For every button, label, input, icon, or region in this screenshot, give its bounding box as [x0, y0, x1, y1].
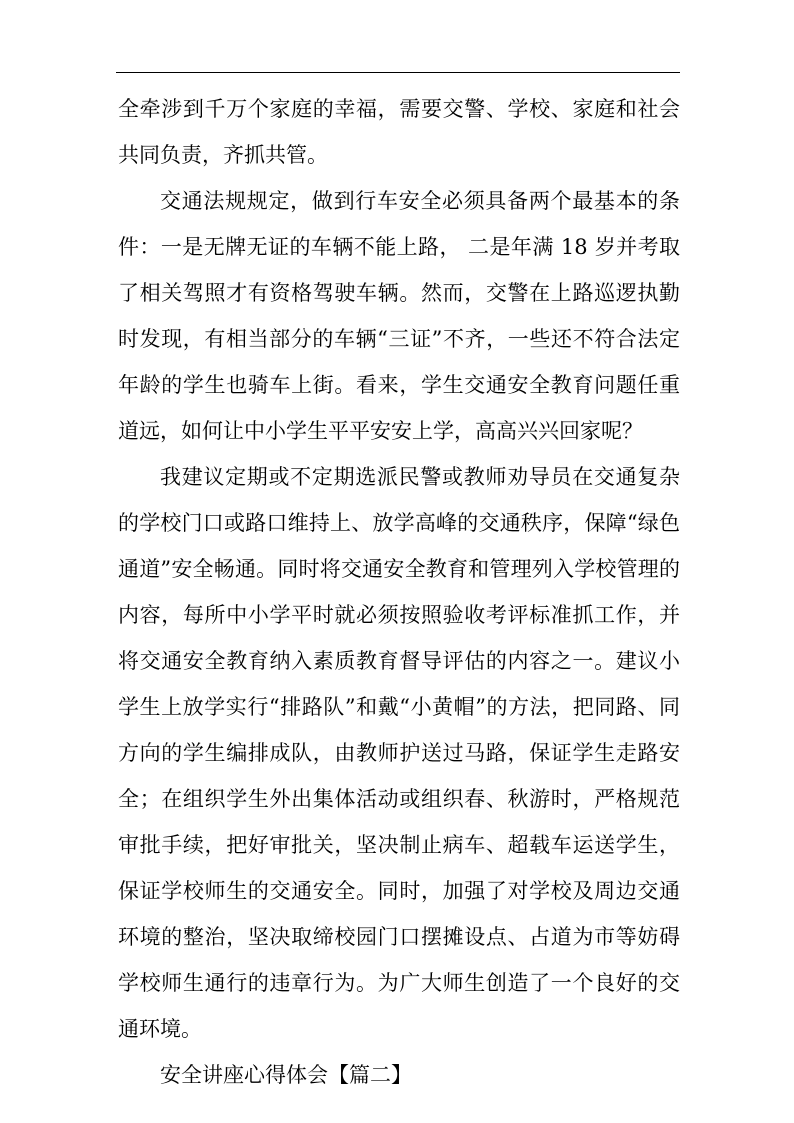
paragraph-continuation: 全牵涉到千万个家庭的幸福，需要交警、学校、家庭和社会共同负责，齐抓共管。 — [118, 97, 680, 167]
paragraph-suggestions: 我建议定期或不定期选派民警或教师劝导员在交通复杂的学校门口或路口维持上、放学高峰的交通秩序，保障“绿色通道”安全畅通。同时将交通安全教育和管理列入学校管理的内容，每所中小学平时就必须按照验收考评标准抓工作，并将交通安全教育纳入素质教育督导评估的内容之一。建议小学生上放学实行“排路队”和戴“小黄帽”的方法，把同路、同方向的学生编排成队，由教师护送过马路，保证学生走路安全；在组织学生外出集体活动或组织春、秋游时，严格规范审批手续，把好审批关，坚决制止病车、超载车运送学生，保证学校师生的交通安全。同时，加强了对学校及周边交通环境的整治，坚决取缔校园门口摆摊设点、占道为市等妨碍学校师生通行的违章行为。为广大师生创造了一个良好的交通环境。 — [118, 465, 680, 1041]
header-rule — [116, 72, 680, 73]
section-heading: 安全讲座心得体会【篇二】 — [160, 1063, 412, 1087]
document-body — [118, 86, 680, 1098]
paragraph-traffic-rules: 交通法规规定，做到行车安全必须具备两个最基本的条件：一是无牌无证的车辆不能上路， 二是年满 18 岁并考取了相关驾照才有资格驾驶车辆。然而，交警在上路巡逻执勤时发现，有相当部分的车辆“三证”不齐，一些还不符合法定年龄的学生也骑车上街。看来，学生交通安全教育问题任重道远，如何让中小学生平平安安上学，高高兴兴回家呢？ — [118, 189, 680, 443]
